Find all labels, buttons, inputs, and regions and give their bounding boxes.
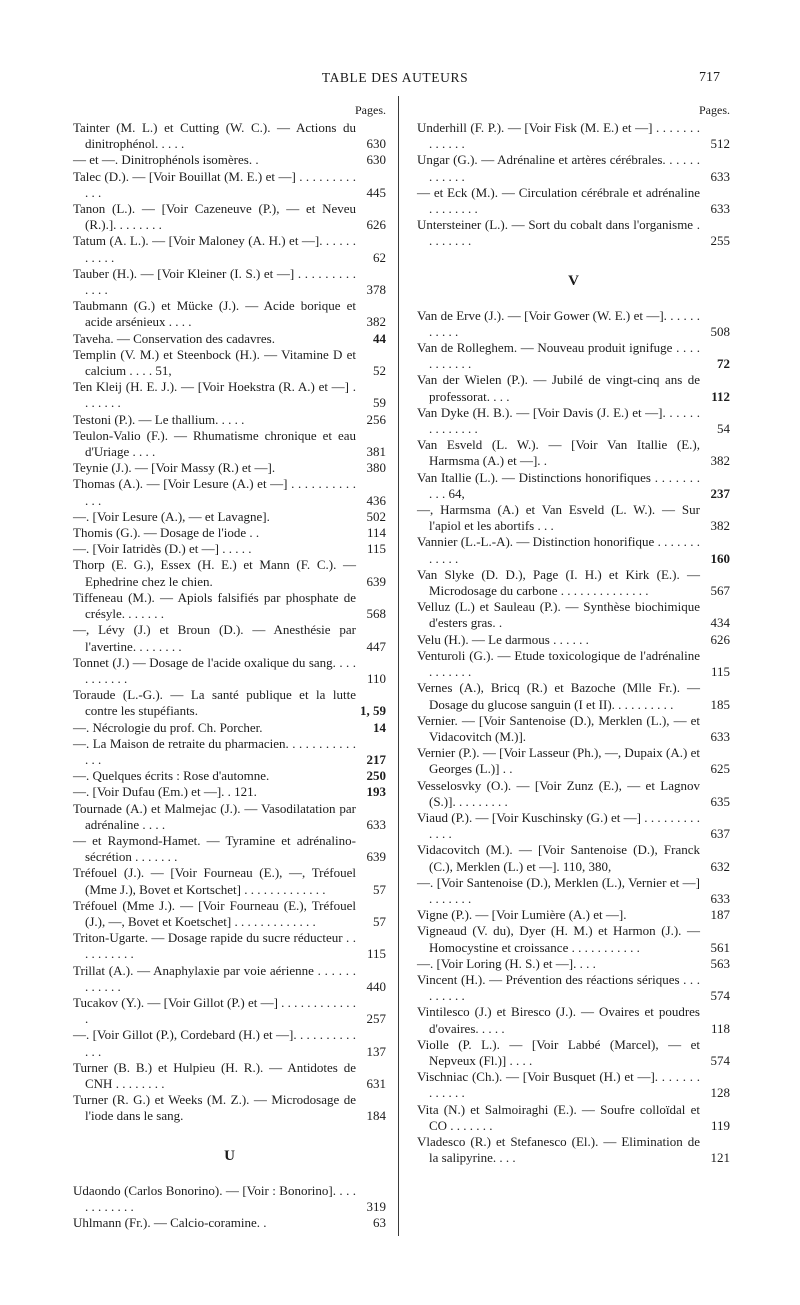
entry-text: —. La Maison de retraite du pharmacien. . . . . . . . . . . . . . — [73, 735, 356, 767]
index-entry — [417, 217, 730, 249]
index-entry — [73, 898, 386, 930]
entry-page-number: 436 — [366, 492, 386, 508]
entry-page-number: 440 — [366, 978, 386, 994]
index-entry — [73, 784, 386, 800]
index-entry — [73, 1060, 386, 1092]
entry-page-number: 639 — [366, 573, 386, 589]
entry-page-number: 632 — [710, 858, 730, 874]
entry-text: Thorp (E. G.), Essex (H. E.) et Mann (F. C.). — Ephedrine chez le chien. — [73, 557, 356, 589]
entry-text: Van der Wielen (P.). — Jubilé de vingt-cinq ans de professorat. . . . — [417, 372, 700, 404]
index-entry — [417, 599, 730, 631]
entry-text: Vidacovitch (M.). — [Voir Santenoise (D.), Franck (C.), Merklen (L.) et —]. 110, 380, — [417, 842, 700, 874]
entry-text: Turner (B. B.) et Hulpieu (H. R.). — Antidotes de CNH . . . . . . . . — [73, 1059, 356, 1091]
entry-page-number: 633 — [710, 201, 730, 217]
entry-text: Thomas (A.). — [Voir Lesure (A.) et —] . . . . . . . . . . . . . — [73, 476, 356, 508]
entry-page-number: 52 — [373, 363, 386, 379]
index-entry — [73, 347, 386, 379]
pages-label: Pages. — [699, 103, 730, 117]
entry-page-number: 626 — [710, 631, 730, 647]
entry-page-number: 14 — [373, 719, 386, 735]
entry-page-number: 630 — [366, 152, 386, 168]
entry-page-number: 633 — [366, 816, 386, 832]
entry-page-number: 561 — [710, 939, 730, 955]
entry-text: Velu (H.). — Le darmous . . . . . . — [417, 631, 589, 647]
entry-text: Tanon (L.). — [Voir Cazeneuve (P.), — et Neveu (R.).]. . . . . . . . — [73, 201, 356, 233]
entry-page-number: 574 — [710, 988, 730, 1004]
entry-page-number: 62 — [373, 249, 386, 265]
entry-page-number: 633 — [710, 890, 730, 906]
entry-text: Vita (N.) et Salmoiraghi (E.). — Soufre colloïdal et CO . . . . . . . — [417, 1101, 700, 1133]
entry-page-number: 633 — [710, 168, 730, 184]
entry-text: Venturoli (G.). — Etude toxicologique de l'adrénaline . . . . . . . — [417, 647, 700, 680]
page-number: 717 — [699, 70, 720, 85]
entry-text: Vischniac (Ch.). — [Voir Busquet (H.) et —]. . . . . . . . . . . . . — [417, 1069, 700, 1101]
entry-page-number: 633 — [710, 728, 730, 744]
entry-text: Toraude (L.-G.). — La santé publique et la lutte contre les stupéfiants. — [73, 687, 356, 719]
entry-text: Vladesco (R.) et Stefanesco (El.). — Elimination de la salipyrine. . . . — [417, 1133, 700, 1166]
index-entry — [73, 541, 386, 557]
author-list-v — [417, 308, 730, 1167]
running-title: TABLE DES AUTEURS — [321, 70, 469, 85]
entry-text: Van Esveld (L. W.). — [Voir Van Itallie (E.), Harmsma (A.) et —]. . — [417, 437, 700, 469]
index-entry — [73, 995, 386, 1027]
entry-page-number: 54 — [717, 421, 730, 437]
entry-page-number: 237 — [710, 485, 730, 501]
entry-page-number: 382 — [710, 453, 730, 469]
index-entry — [417, 972, 730, 1004]
entry-text: Viaud (P.). — [Voir Kuschinsky (G.) et —] . . . . . . . . . . . . . — [417, 809, 700, 842]
entry-page-number: 380 — [366, 460, 386, 476]
entry-page-number: 63 — [373, 1215, 386, 1230]
index-entry — [417, 1004, 730, 1036]
entry-text: —. Nécrologie du prof. Ch. Porcher. — [73, 719, 263, 735]
entry-page-number: 184 — [366, 1108, 386, 1124]
entry-text: Vernier (P.). — [Voir Lasseur (Ph.), —, Dupaix (A.) et Georges (L.)] . . — [417, 745, 700, 777]
index-entry — [73, 331, 386, 347]
entry-text: Trillat (A.). — Anaphylaxie par voie aérienne . . . . . . . . . . . . — [73, 962, 356, 994]
entry-page-number: 128 — [710, 1085, 730, 1101]
index-entry — [73, 152, 386, 168]
index-entry — [73, 590, 386, 622]
index-entry — [73, 120, 386, 152]
entry-text: Vigneaud (V. du), Dyer (H. M.) et Harmon (J.). — Homocystine et croissance . . . . . . . . . . . — [417, 923, 700, 955]
index-entry — [73, 1215, 386, 1231]
entry-text: Taubmann (G.) et Mücke (J.). — Acide borique et acide arsénieux . . . . — [73, 298, 356, 330]
author-list-u-continued — [417, 120, 730, 250]
entry-page-number: 568 — [366, 606, 386, 622]
entry-page-number: 185 — [710, 696, 730, 712]
index-entry — [417, 308, 730, 340]
entry-page-number: 160 — [710, 550, 730, 566]
index-entry — [73, 460, 386, 476]
entry-page-number: 257 — [366, 1011, 386, 1027]
entry-text: Van de Erve (J.). — [Voir Gower (W. E.) et —]. . . . . . . . . . . — [417, 307, 700, 339]
entry-page-number: 563 — [710, 955, 730, 971]
author-list-t — [73, 120, 386, 1125]
index-entry — [417, 632, 730, 648]
index-entry — [417, 713, 730, 745]
index-entry — [73, 930, 386, 962]
entry-text: Teynie (J.). — [Voir Massy (R.) et —]. — [73, 460, 276, 476]
entry-text: Ten Kleij (H. E. J.). — [Voir Hoekstra (R. A.) et —] . . . . . . . — [73, 379, 356, 411]
index-entry — [73, 801, 386, 833]
entry-page-number: 378 — [366, 282, 386, 298]
entry-text: Tatum (A. L.). — [Voir Maloney (A. H.) et —]. . . . . . . . . . . — [73, 233, 356, 265]
entry-text: —. [Voir Lesure (A.), — et Lavagne]. — [73, 508, 270, 524]
entry-text: Thomis (G.). — Dosage de l'iode . . — [73, 525, 260, 541]
index-entry — [417, 1069, 730, 1101]
index-entry — [417, 1102, 730, 1134]
entry-page-number: 502 — [366, 508, 386, 524]
entry-text: —. [Voir Loring (H. S.) et —]. . . . — [417, 955, 596, 971]
entry-text: Van Dyke (H. B.). — [Voir Davis (J. E.) et —]. . . . . . . . . . . . . . — [417, 404, 700, 437]
index-entry — [73, 768, 386, 784]
entry-page-number: 626 — [366, 217, 386, 233]
index-entry — [73, 687, 386, 719]
index-entry — [417, 907, 730, 923]
index-entry — [73, 201, 386, 233]
index-entry — [73, 525, 386, 541]
running-header — [70, 70, 720, 92]
entry-page-number: 319 — [366, 1198, 386, 1214]
index-entry — [417, 372, 730, 404]
entry-page-number: 637 — [710, 826, 730, 842]
index-entry — [417, 1037, 730, 1069]
entry-page-number: 44 — [373, 330, 386, 346]
entry-text: — et Raymond-Hamet. — Tyramine et adrénalino-sécrétion . . . . . . . — [73, 832, 356, 865]
index-entry — [417, 120, 730, 152]
entry-text: Taveha. — Conservation des cadavres. — [73, 330, 275, 346]
entry-page-number: 57 — [373, 881, 386, 897]
entry-page-number: 112 — [711, 388, 730, 404]
entry-page-number: 121 — [710, 1150, 730, 1166]
left-column — [73, 100, 386, 1231]
index-entry — [73, 736, 386, 768]
entry-page-number: 57 — [373, 913, 386, 929]
index-entry — [73, 379, 386, 411]
entry-text: Tiffeneau (M.). — Apiols falsifiés par phosphate de crésyle. . . . . . . — [73, 589, 356, 622]
entry-page-number: 382 — [710, 518, 730, 534]
entry-text: Underhill (F. P.). — [Voir Fisk (M. E.) et —] . . . . . . . . . . . . . — [417, 120, 700, 152]
index-entry — [73, 622, 386, 654]
entry-text: —. [Voir Gillot (P.), Cordebard (H.) et —]. . . . . . . . . . . . . — [73, 1027, 356, 1059]
pages-label: Pages. — [355, 103, 386, 117]
entry-page-number: 445 — [366, 184, 386, 200]
entry-page-number: 434 — [710, 615, 730, 631]
entry-page-number: 115 — [366, 946, 386, 962]
entry-text: Van Itallie (L.). — Distinctions honorifiques . . . . . . . . . . 64, — [417, 469, 700, 501]
entry-text: Violle (P. L.). — [Voir Labbé (Marcel), — et Nepveux (Fl.)] . . . . — [417, 1036, 700, 1068]
entry-text: Van de Rolleghem. — Nouveau produit ignifuge . . . . . . . . . . . — [417, 340, 700, 372]
entry-text: Velluz (L.) et Sauleau (P.). — Synthèse biochimique d'esters gras. . — [417, 599, 700, 631]
entry-page-number: 59 — [373, 395, 386, 411]
entry-page-number: 118 — [710, 1020, 730, 1036]
entry-page-number: 1, 59 — [360, 703, 386, 719]
entry-text: Triton-Ugarte. — Dosage rapide du sucre réducteur . . . . . . . . . . — [73, 930, 356, 962]
index-entry — [73, 865, 386, 897]
index-entry — [73, 1092, 386, 1124]
index-entry — [73, 833, 386, 865]
index-entry — [417, 680, 730, 712]
entry-text: Tainter (M. L.) et Cutting (W. C.). — Actions du dinitrophénol. . . . . — [73, 120, 356, 152]
entry-text: Ungar (G.). — Adrénaline et artères cérébrales. . . . . . . . . . . . — [417, 152, 700, 184]
entry-text: Vernes (A.), Bricq (R.) et Bazoche (Mlle Fr.). — Dosage du glucose sanguin (I et II). . . . . . . . . . — [417, 680, 700, 712]
index-entry — [417, 437, 730, 469]
index-entry — [417, 648, 730, 680]
entry-page-number: 250 — [366, 768, 386, 784]
index-entry — [417, 152, 730, 184]
index-entry — [73, 509, 386, 525]
entry-page-number: 193 — [366, 784, 386, 800]
entry-page-number: 625 — [710, 761, 730, 777]
index-entry — [417, 745, 730, 777]
entry-text: Vannier (L.-L.-A). — Distinction honorifique . . . . . . . . . . . . — [417, 534, 700, 566]
entry-page-number: 635 — [710, 793, 730, 809]
entry-text: Testoni (P.). — Le thallium. . . . . — [73, 411, 245, 427]
section-heading-u: U — [224, 1147, 235, 1164]
entry-text: —, Lévy (J.) et Broun (D.). — Anesthésie par l'avertine. . . . . . . . — [73, 622, 356, 654]
entry-text: Uhlmann (Fr.). — Calcio-coramine. . — [73, 1215, 267, 1230]
index-entry — [417, 956, 730, 972]
column-divider — [398, 96, 399, 1236]
entry-page-number: 114 — [366, 525, 386, 541]
entry-page-number: 119 — [710, 1117, 730, 1133]
entry-text: Templin (V. M.) et Steenbock (H.). — Vitamine D et calcium . . . . 51, — [73, 346, 356, 379]
entry-text: Tournade (A.) et Malmejac (J.). — Vasodilatation par adrénaline . . . . — [73, 800, 356, 832]
entry-page-number: 512 — [710, 136, 730, 152]
index-entry — [417, 875, 730, 907]
entry-text: Turner (R. G.) et Weeks (M. Z.). — Microdosage de l'iode dans le sang. — [73, 1092, 356, 1124]
entry-page-number: 508 — [710, 323, 730, 339]
entry-page-number: 447 — [366, 638, 386, 654]
entry-text: Vesselosvky (O.). — [Voir Zunz (E.), — et Lagnov (S.)]. . . . . . . . . — [417, 777, 700, 809]
index-entry — [73, 412, 386, 428]
entry-page-number: 255 — [710, 233, 730, 249]
entry-text: —. Quelques écrits : Rose d'automne. — [73, 768, 270, 784]
author-list-u — [73, 1183, 386, 1232]
index-entry — [417, 185, 730, 217]
entry-text: — et —. Dinitrophénols isomères. . — [73, 152, 259, 168]
entry-text: Van Slyke (D. D.), Page (I. H.) et Kirk (E.). — Microdosage du carbone . . . . . . . . . . . . . . — [417, 566, 700, 599]
entry-page-number: 567 — [710, 583, 730, 599]
entry-text: Tréfouel (J.). — [Voir Fourneau (E.), —, Tréfouel (Mme J.), Bovet et Kortschet] . . . . . . . . . . . . . — [73, 865, 356, 897]
index-entry — [73, 428, 386, 460]
index-entry — [417, 778, 730, 810]
index-entry — [73, 1183, 386, 1215]
entry-page-number: 115 — [366, 541, 386, 557]
index-entry — [73, 1027, 386, 1059]
entry-text: —. [Voir Dufau (Em.) et —]. . 121. — [73, 784, 257, 800]
index-entry — [417, 534, 730, 566]
index-entry — [73, 720, 386, 736]
index-entry — [73, 963, 386, 995]
index-entry — [417, 567, 730, 599]
entry-page-number: 639 — [366, 849, 386, 865]
entry-page-number: 382 — [366, 314, 386, 330]
right-column — [417, 100, 730, 1166]
section-heading-v: V — [568, 272, 579, 289]
entry-page-number: 574 — [710, 1052, 730, 1068]
entry-text: Tauber (H.). — [Voir Kleiner (I. S.) et —] . . . . . . . . . . . . . — [73, 265, 356, 298]
entry-text: — et Eck (M.). — Circulation cérébrale et adrénaline . . . . . . . . — [417, 184, 700, 217]
entry-page-number: 115 — [710, 664, 730, 680]
index-entry — [73, 655, 386, 687]
entry-text: —. [Voir Iatridès (D.) et —] . . . . . — [73, 541, 252, 557]
entry-page-number: 72 — [717, 356, 730, 372]
entry-text: Teulon-Valio (F.). — Rhumatisme chronique et eau d'Uriage . . . . — [73, 427, 356, 460]
entry-text: Tréfouel (Mme J.). — [Voir Fourneau (E.), Tréfouel (J.), —, Bovet et Koetschet] . . . . . . . . . . . . . — [73, 897, 356, 929]
entry-text: Untersteiner (L.). — Sort du cobalt dans l'organisme . . . . . . . . — [417, 217, 700, 249]
index-entry — [417, 923, 730, 955]
index-entry — [417, 842, 730, 874]
entry-text: Vigne (P.). — [Voir Lumière (A.) et —]. — [417, 907, 627, 923]
entry-page-number: 381 — [366, 444, 386, 460]
entry-text: Vernier. — [Voir Santenoise (D.), Merklen (L.), — et Vidacovitch (M.)]. — [417, 712, 700, 744]
entry-text: Vincent (H.). — Prévention des réactions sériques . . . . . . . . . — [417, 971, 700, 1004]
index-entry — [417, 810, 730, 842]
index-entry — [417, 340, 730, 372]
entry-page-number: 110 — [366, 670, 386, 686]
entry-text: Tonnet (J.) — Dosage de l'acide oxalique du sang. . . . . . . . . . . — [73, 654, 356, 686]
entry-text: —. [Voir Santenoise (D.), Merklen (L.), Vernier et —] . . . . . . . — [417, 874, 700, 906]
entry-text: Tucakov (Y.). — [Voir Gillot (P.) et —] . . . . . . . . . . . . . — [73, 994, 356, 1027]
entry-text: Vintilesco (J.) et Biresco (J.). — Ovaires et poudres d'ovaires. . . . . — [417, 1004, 700, 1036]
entry-text: Talec (D.). — [Voir Bouillat (M. E.) et —] . . . . . . . . . . . . — [73, 168, 356, 200]
index-entry — [73, 557, 386, 589]
index-entry — [73, 266, 386, 298]
entry-page-number: 187 — [710, 907, 730, 923]
index-entry — [417, 502, 730, 534]
index-entry — [73, 476, 386, 508]
index-entry — [417, 470, 730, 502]
entry-page-number: 630 — [366, 136, 386, 152]
entry-page-number: 217 — [366, 751, 386, 767]
index-entry — [73, 233, 386, 265]
index-entry — [417, 1134, 730, 1166]
entry-page-number: 137 — [366, 1043, 386, 1059]
index-entry — [73, 169, 386, 201]
entry-page-number: 631 — [366, 1075, 386, 1091]
entry-page-number: 256 — [366, 411, 386, 427]
index-entry — [73, 298, 386, 330]
index-entry — [417, 405, 730, 437]
entry-text: Udaondo (Carlos Bonorino). — [Voir : Bonorino]. . . . . . . . . . . . — [73, 1182, 356, 1214]
entry-text: —, Harmsma (A.) et Van Esveld (L. W.). — Sur l'apiol et les abortifs . . . — [417, 502, 700, 534]
